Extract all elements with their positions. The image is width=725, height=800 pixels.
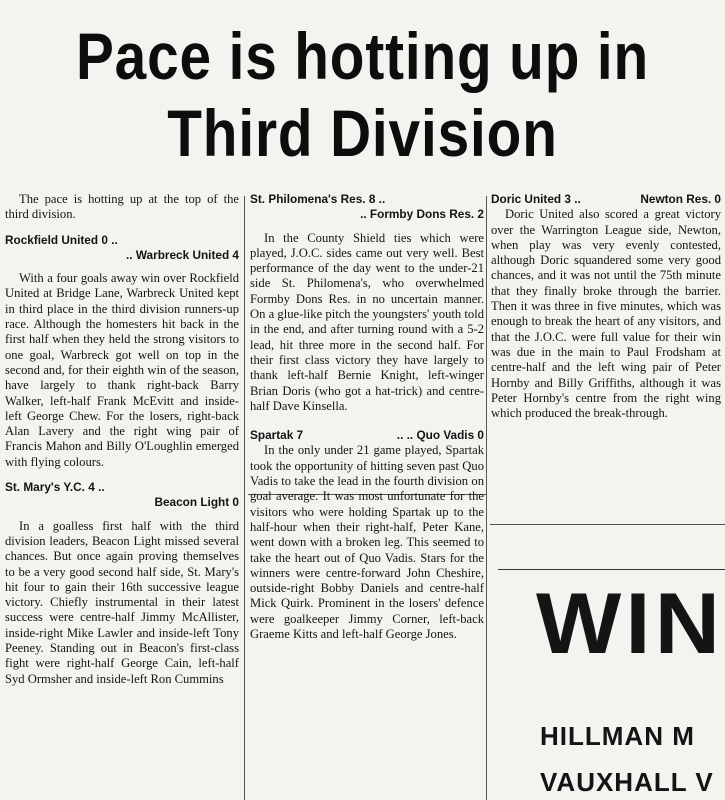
advert-headline: WIN: [536, 576, 725, 672]
match-report: In the only under 21 game played, Spartak took the opportunity of hitting seven past Quo Vadis to take the lead in the fourth division on goal average. It was most unfortunate for the visitors who were holding Spartak up to the half-hour when their right-half, Peter Kane, went down with a broken leg. This seemed to take the heart out of Quo Vadis. Stars for the winners were centre-forward John Cheshire, outside-right Bobby Daniels and centre-half Mick Quirk. Prominent in the losers' defence were goalkeeper Jimmy Corner, left-back Graeme Kitts and left-half George Jones.: [250, 443, 484, 642]
match-report: Doric United also scored a great victory over the Warrington League side, Newton, when play was very evenly contested, although Doric squandered some very good chances, and it was not until the 75th minute that they finally broke through the barrier. Then it was three in five minutes, which was enough to break the heart of any visitors, and that the J.O.C. were full value for their win was due in the main to Paul Frodsham at centre-half and the left wing pair of Peter Hornby and Billy Griffiths, although it was Peter Hornby's centre from the right wing which produced the break-through.: [491, 207, 721, 421]
column-1: [5, 192, 239, 800]
column-3: [491, 192, 721, 510]
away-team-score: .. Warbreck United 4: [126, 247, 239, 262]
column-2: [250, 192, 484, 800]
away-team-score: .. .. Quo Vadis 0: [396, 428, 484, 443]
home-team-score: St. Philomena's Res. 8 ..: [250, 192, 386, 206]
away-team-score: Beacon Light 0: [154, 495, 239, 510]
advert-rule: [498, 569, 725, 570]
home-team-score: Rockfield United 0 ..: [5, 232, 118, 247]
match-result-philomenas-formby: [250, 192, 484, 223]
advert-line-vauxhall: VAUXHALL V: [540, 767, 714, 797]
home-team-score: Spartak 7: [250, 428, 304, 443]
match-result-doric-newton: [491, 192, 721, 207]
column-rule: [486, 196, 487, 800]
match-report: In a goalless first half with the third division leaders, Beacon Light missed several chances. But once again proving themselves to be a very good second half side, St. Mary's hit four to gain their 16th successive league victory. Chiefly instrumental in their latest success were centre-half Jimmy McAllister, inside-right Mike Lawler and inside-left Tony Peeney. Standing out in Beacon's first-class fight were right-half George Cain, left-half Syd Ormsher and inside-left Ron Cummins: [5, 518, 239, 686]
match-result-rockfield-warbreck: [5, 233, 239, 264]
intro-paragraph: The pace is hotting up at the top of the third division.: [5, 192, 239, 222]
home-team-score: Doric United 3 ..: [491, 192, 581, 206]
headline-line-1: Pace is hotting up in: [75, 19, 650, 93]
match-report: In the County Shield ties which were played, J.O.C. sides came out very well. Best performance of the day went to the under-21 side St. Philomena's, who overwhelmed Formby Dons Res. in no uncertain manner. On a glue-like pitch the youngsters' youth told in the end, and after turning round with a 5-2 lead, hit three more in the second half. For their first class victory they have largely to thank left-half Bernie Knight, left-winger Brian Doris (who got a hat-trick) and centre-half Dave Kinsella.: [250, 230, 484, 413]
match-result-stmarys-beacon: [5, 480, 239, 511]
match-result-spartak-quovadis: [250, 428, 484, 443]
advert-line-hillman: HILLMAN M: [540, 721, 695, 751]
home-team-score: St. Mary's Y.C. 4 ..: [5, 480, 105, 495]
match-report: With a four goals away win over Rockfield United at Bridge Lane, Warbreck United kept in third place in the third division runners-up race. Although the homesters hit back in the first half when they held the strong visitors to one goal, Warbreck got well on top in the second and, for their eighth win of the season, have largely to thank right-back Barry Walker, left-half Frank McEvitt and inside-left George Chew. For the losers, right-back Alan Lavery and the right wing pair of Francis Mahon and Billy O'Loughlin emerged with flying colours.: [5, 271, 239, 469]
advertisement: [490, 525, 725, 800]
headline-line-2: Third Division: [167, 96, 558, 170]
away-team-score: Newton Res. 0: [640, 192, 721, 206]
column-rule: [244, 196, 245, 800]
away-team-score: .. Formby Dons Res. 2: [360, 207, 484, 222]
